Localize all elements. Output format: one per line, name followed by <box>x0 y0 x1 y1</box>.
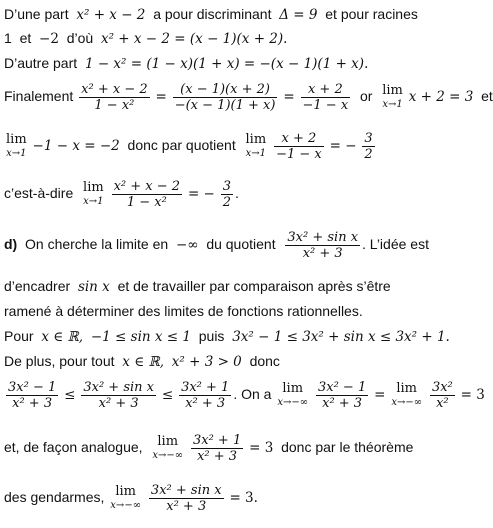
math-expression: x² + 3 > 0 <box>171 354 242 370</box>
text: et <box>19 30 32 46</box>
text: . On a <box>233 386 272 403</box>
math-expression: −2 <box>39 31 59 47</box>
line-1 <box>4 6 418 23</box>
line-5 <box>4 131 377 162</box>
limit-operator <box>110 485 141 513</box>
fraction <box>301 82 351 113</box>
fraction <box>179 380 231 411</box>
text: De plus, pour tout <box>4 353 115 369</box>
math-expression: −∞ <box>175 237 199 254</box>
text: et pour racines <box>325 6 418 22</box>
text: Finalement <box>4 88 74 105</box>
leq-sign: ≤ <box>161 387 174 404</box>
math-expression: x² + x − 2 <box>76 7 146 23</box>
fraction <box>6 380 58 411</box>
text: . L’idée est <box>362 236 429 253</box>
text: D’une part <box>4 6 69 22</box>
numerator: 3x² + 1 <box>192 433 242 448</box>
math-expression: 1 − x² = (1 − x)(1 + x) = −(x − 1)(1 + x). <box>84 56 369 72</box>
line-12 <box>4 380 485 411</box>
text: d’où <box>66 30 94 46</box>
numerator: 3 <box>222 179 232 194</box>
denominator: x² + 3 <box>185 396 226 411</box>
line-10 <box>4 328 450 345</box>
lim-subscript: x→−∞ <box>152 449 184 461</box>
fraction <box>81 380 156 411</box>
numerator: x² + x − 2 <box>113 179 181 194</box>
limit-operator <box>382 84 403 112</box>
line-8 <box>4 278 391 295</box>
lim-word: lim <box>6 131 27 147</box>
line-3 <box>4 55 368 72</box>
lim-word: lim <box>115 483 136 499</box>
fraction <box>274 131 324 162</box>
equals-sign: = <box>155 89 167 106</box>
line-11 <box>4 353 280 370</box>
numerator: 3x² + sin x <box>83 380 154 395</box>
math-expression: sin x <box>77 279 110 295</box>
numerator: 3x² + sin x <box>150 483 222 498</box>
text: des gendarmes, <box>4 489 105 506</box>
lim-word: lim <box>382 82 403 98</box>
text: c’est-à-dire <box>4 185 74 202</box>
denominator: −1 − x <box>276 147 322 162</box>
line-2 <box>4 30 287 47</box>
text: et de travailler par comparaison après s’être <box>117 278 391 294</box>
denominator: x² <box>436 396 449 411</box>
text: D’autre part <box>4 55 78 71</box>
fraction <box>191 433 243 464</box>
equals-result: = 3. <box>229 490 258 507</box>
text: a pour discriminant <box>153 6 272 22</box>
lim-word: lim <box>282 380 304 396</box>
math-expression: x ∈ ℝ, <box>41 329 84 345</box>
limit-operator <box>277 382 308 410</box>
fraction <box>79 82 149 113</box>
lim-subscript: x→−∞ <box>277 396 309 408</box>
denominator: x² + 3 <box>12 396 53 411</box>
numerator: x + 2 <box>274 131 324 147</box>
fraction <box>149 483 224 514</box>
item-label: d) <box>4 236 18 253</box>
numerator: x + 2 <box>301 82 351 98</box>
numerator: 3x² + 1 <box>181 380 230 395</box>
fraction <box>430 380 455 411</box>
line-4 <box>4 82 493 113</box>
math-expression: x + 2 = 3 <box>408 89 474 106</box>
math-expression: x² + x − 2 = (x − 1)(x + 2). <box>100 31 288 47</box>
numerator: 3x² <box>431 380 453 395</box>
limit-operator <box>391 382 422 410</box>
numerator: 3x² − 1 <box>317 380 367 395</box>
math-expression: −1 − x = −2 <box>32 138 120 155</box>
lim-subscript: x→1 <box>245 147 267 159</box>
fraction <box>112 179 182 210</box>
fraction <box>285 230 360 261</box>
denominator: x² + 3 <box>302 246 343 261</box>
text: donc par le théorème <box>281 439 414 456</box>
limit-operator <box>152 435 183 463</box>
equals-sign: = <box>374 387 386 404</box>
lim-word: lim <box>396 380 418 396</box>
denominator: 2 <box>222 195 232 210</box>
denominator: −1 − x <box>302 98 349 113</box>
denominator: x² + 3 <box>322 396 363 411</box>
denominator: x² + 3 <box>166 499 207 514</box>
line-7 <box>4 230 429 261</box>
lim-subscript: x→1 <box>6 147 27 159</box>
equals-sign: = − <box>329 138 357 155</box>
limit-operator <box>246 133 267 161</box>
text: et, de façon analogue, <box>4 439 143 456</box>
equals-result: = 3 <box>249 440 274 457</box>
math-expression: 3x² − 1 ≤ 3x² + sin x ≤ 3x² + 1. <box>232 329 450 345</box>
fraction <box>316 380 368 411</box>
denominator: 2 <box>364 147 373 162</box>
math-expression: −1 ≤ sin x ≤ 1 <box>90 329 191 345</box>
text: donc par quotient <box>127 137 236 154</box>
fraction <box>173 82 278 113</box>
leq-sign: ≤ <box>64 387 76 404</box>
lim-subscript: x→−∞ <box>110 499 142 511</box>
line-13 <box>4 433 413 464</box>
text: ramené à déterminer des limites de fonctions rationnelles. <box>4 303 363 319</box>
equals-sign: = <box>283 89 295 106</box>
lim-word: lim <box>157 433 179 449</box>
text: Pour <box>4 328 34 344</box>
text: puis <box>198 328 225 344</box>
text: On cherche la limite en <box>25 236 169 253</box>
text: d’encadrer <box>4 278 71 294</box>
numerator: (x − 1)(x + 2) <box>173 82 278 98</box>
text: du quotient <box>206 236 276 253</box>
math-expression: x ∈ ℝ, <box>122 354 164 370</box>
lim-subscript: x→−∞ <box>391 396 423 408</box>
denominator: x² + 3 <box>98 396 139 411</box>
text: et <box>481 88 493 105</box>
denominator: 1 − x² <box>126 195 167 210</box>
equals-sign: = − <box>187 186 215 203</box>
lim-subscript: x→1 <box>83 195 104 207</box>
denominator: 1 − x² <box>94 98 135 113</box>
numerator: 3 <box>364 131 373 146</box>
lim-word: lim <box>245 131 267 147</box>
fraction <box>362 131 374 162</box>
math-expression: Δ = 9 <box>279 7 318 23</box>
denominator: x² + 3 <box>197 449 238 464</box>
equals-result: = 3 <box>460 387 485 404</box>
text: donc <box>249 353 280 369</box>
line-14 <box>4 483 258 514</box>
limit-operator <box>6 133 27 161</box>
denominator: −(x − 1)(1 + x) <box>174 98 276 113</box>
text: or <box>359 88 373 105</box>
numerator: x² + x − 2 <box>81 82 148 97</box>
limit-operator <box>83 181 104 209</box>
lim-subscript: x→1 <box>382 98 403 110</box>
line-6 <box>4 179 239 210</box>
line-9 <box>4 303 363 319</box>
text: 1 <box>4 30 12 46</box>
period: . <box>235 185 239 202</box>
fraction <box>221 179 233 210</box>
numerator: 3x² − 1 <box>8 380 57 395</box>
numerator: 3x² + sin x <box>287 230 359 245</box>
lim-word: lim <box>83 179 104 195</box>
